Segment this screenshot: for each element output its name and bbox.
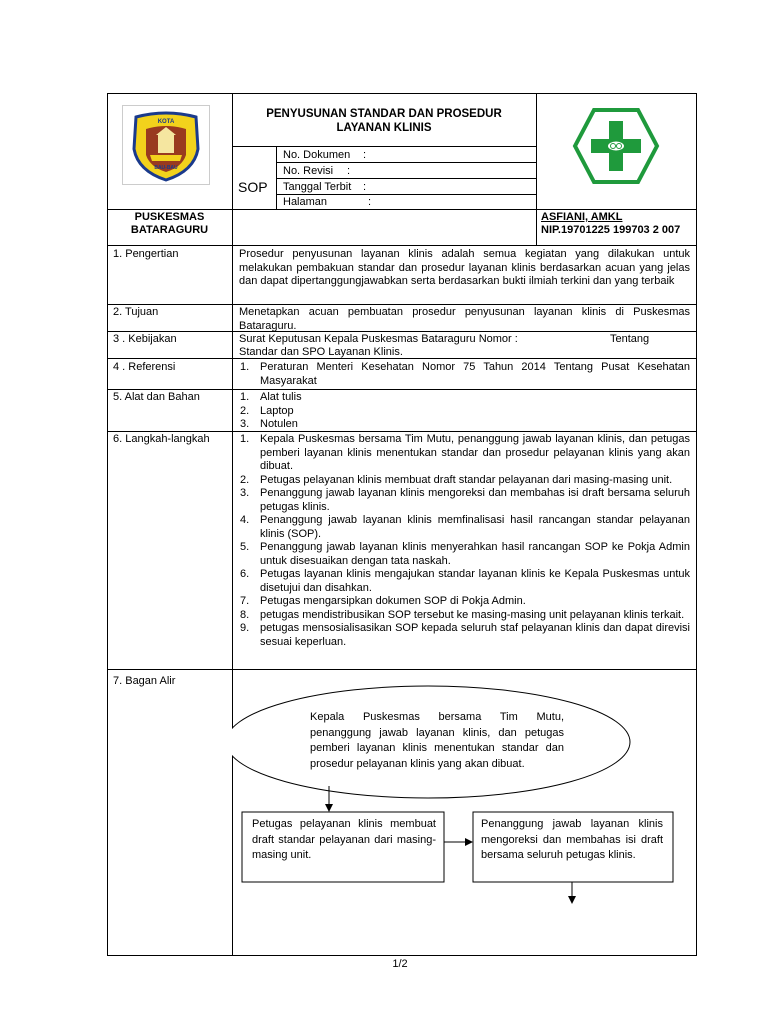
- list-number: 3.: [240, 487, 250, 499]
- meta-value-no-revisi: :: [347, 165, 351, 177]
- kota-baubau-logo: [122, 105, 210, 185]
- sop-label: SOP: [238, 179, 268, 195]
- list-item: [240, 405, 690, 419]
- label-langkah: 6. Langkah-langkah: [113, 433, 210, 445]
- list-text: Penanggung jawab layanan klinis memfinalisasi hasil rancangan standar pelayanan klinis (SOP).: [260, 514, 690, 540]
- document-title-line1: PENYUSUNAN STANDAR DAN PROSEDUR: [266, 108, 502, 120]
- list-number: 3.: [240, 418, 250, 430]
- list-text: Notulen: [260, 418, 298, 430]
- signer-name: ASFIANI, AMKL: [541, 211, 623, 223]
- label-pengertian: 1. Pengertian: [113, 248, 179, 260]
- pengertian-text: Prosedur penyusunan layanan klinis adalah semua kegiatan yang dilakukan untuk melakukan pembakuan standar dan prosedur layanan klinis berdasarkan acuan yang jelas dan dapat dipertanggungjawabkan serta berdasarkan bukti ilmiah terkini dan yang terbaik: [239, 248, 690, 287]
- list-text: Penanggung jawab layanan klinis mengoreksi dan membahas isi draft bersama seluruh petugas klinis.: [260, 487, 690, 513]
- list-number: 5.: [240, 541, 250, 553]
- kebijakan-text-line2: Standar dan SPO Layanan Klinis.: [239, 346, 403, 358]
- table-column-divider: [276, 146, 277, 210]
- list-text: Kepala Puskesmas bersama Tim Mutu, penanggung jawab layanan klinis, dan petugas pemberi layanan klinis menentukan standar dan prosedur pelayanan klinis yang akan dibuat.: [260, 433, 690, 472]
- meta-value-halaman: :: [368, 196, 372, 208]
- org-name-line1: PUSKESMAS: [134, 211, 205, 223]
- meta-label-no-dokumen: No. Dokumen: [283, 149, 351, 161]
- list-item: [240, 433, 690, 474]
- table-border-top: [107, 93, 697, 94]
- list-text: Alat tulis: [260, 391, 302, 403]
- list-item: [240, 568, 690, 595]
- list-item: [240, 418, 690, 432]
- table-column-divider: [536, 93, 537, 246]
- list-item: [240, 595, 690, 609]
- referensi-list: [240, 361, 690, 388]
- table-divider: [107, 304, 697, 305]
- table-divider: [107, 245, 697, 246]
- meta-label-no-revisi: No. Revisi: [283, 165, 334, 177]
- list-number: 8.: [240, 608, 250, 621]
- page-number: 1/2: [392, 958, 408, 970]
- table-divider: [107, 209, 697, 210]
- list-number: 1.: [240, 361, 250, 373]
- flowchart-arrowhead: [465, 838, 473, 846]
- list-item: [240, 474, 690, 488]
- meta-value-no-dokumen: :: [363, 149, 367, 161]
- org-name-line2: BATARAGURU: [130, 224, 209, 236]
- logo-text-bottom: BAU-BAU: [154, 165, 178, 171]
- list-number: 4.: [240, 514, 250, 526]
- kebijakan-text-tentang: Tentang: [610, 333, 650, 345]
- label-tujuan: 2. Tujuan: [113, 306, 159, 318]
- list-text: Peraturan Menteri Kesehatan Nomor 75 Tahun 2014 Tentang Pusat Kesehatan Masyarakat: [260, 361, 690, 387]
- list-text: Laptop: [260, 404, 294, 417]
- list-text: petugas mendistribusikan SOP tersebut ke masing-masing unit pelayanan klinis terkait.: [260, 608, 685, 621]
- table-divider: [107, 389, 697, 390]
- list-item: [240, 541, 690, 568]
- list-number: 9.: [240, 622, 250, 634]
- document-title-line2: LAYANAN KLINIS: [336, 122, 432, 134]
- list-number: 2.: [240, 473, 250, 486]
- label-bagan-alir: 7. Bagan Alir: [113, 675, 176, 687]
- flowchart-arrowhead: [325, 804, 333, 812]
- list-item: [240, 609, 690, 623]
- kebijakan-text-line1: Surat Keputusan Kepala Puskesmas Bataraguru Nomor :: [239, 333, 518, 345]
- list-number: 7.: [240, 595, 250, 607]
- list-text: Petugas layanan klinis mengajukan standar layanan klinis ke Kepala Puskesmas untuk disetujui dan disahkan.: [260, 568, 690, 594]
- flowchart-box2-text: Penanggung jawab layanan klinis mengoreksi dan membahas isi draft bersama seluruh petugas klinis.: [481, 818, 663, 861]
- list-text: Penanggung jawab layanan klinis menyerahkan hasil rancangan SOP ke Pokja Admin untuk disesuaikan dengan tata naskah.: [260, 541, 690, 567]
- list-item: [240, 487, 690, 514]
- label-alat-bahan: 5. Alat dan Bahan: [113, 391, 200, 403]
- list-item: [240, 391, 690, 405]
- meta-label-halaman: Halaman: [283, 196, 328, 208]
- list-number: 6.: [240, 568, 250, 580]
- label-kebijakan: 3 . Kebijakan: [113, 333, 177, 345]
- meta-label-tanggal-terbit: Tanggal Terbit: [283, 181, 352, 193]
- list-item: [240, 514, 690, 541]
- flowchart-ellipse-text: Kepala Puskesmas bersama Tim Mutu, penanggung jawab layanan klinis, dan petugas pemberi layanan klinis menentukan standar dan prosedur pelayanan klinis yang akan dibuat.: [310, 711, 564, 770]
- label-referensi: 4 . Referensi: [113, 361, 176, 373]
- meta-value-tanggal-terbit: :: [363, 181, 367, 193]
- langkah-list: [240, 433, 690, 649]
- table-divider: [232, 146, 536, 147]
- table-border-right: [696, 93, 697, 956]
- alat-bahan-list: [240, 391, 690, 432]
- list-number: 2.: [240, 404, 250, 417]
- logo-text-top: KOTA: [157, 119, 175, 125]
- puskesmas-logo: [572, 107, 660, 185]
- list-number: 1.: [240, 391, 250, 403]
- flowchart-box1-text: Petugas pelayanan klinis membuat draft standar pelayanan dari masing-masing unit.: [252, 818, 436, 861]
- signer-nip: NIP.19701225 199703 2 007: [541, 224, 681, 236]
- flowchart-arrowhead: [568, 896, 576, 904]
- list-item: [240, 361, 690, 388]
- list-text: petugas mensosialisasikan SOP kepada seluruh staf pelayanan klinis dan dapat direvisi sesuai keperluan.: [260, 622, 690, 648]
- list-item: [240, 622, 690, 649]
- tujuan-text: Menetapkan acuan pembuatan prosedur penyusunan layanan klinis di Puskesmas Bataraguru.: [239, 306, 690, 332]
- list-text: Petugas mengarsipkan dokumen SOP di Pokja Admin.: [260, 595, 526, 607]
- list-number: 1.: [240, 433, 250, 445]
- table-border-bottom: [107, 955, 697, 956]
- list-text: Petugas pelayanan klinis membuat draft standar pelayanan dari masing-masing unit.: [260, 473, 673, 486]
